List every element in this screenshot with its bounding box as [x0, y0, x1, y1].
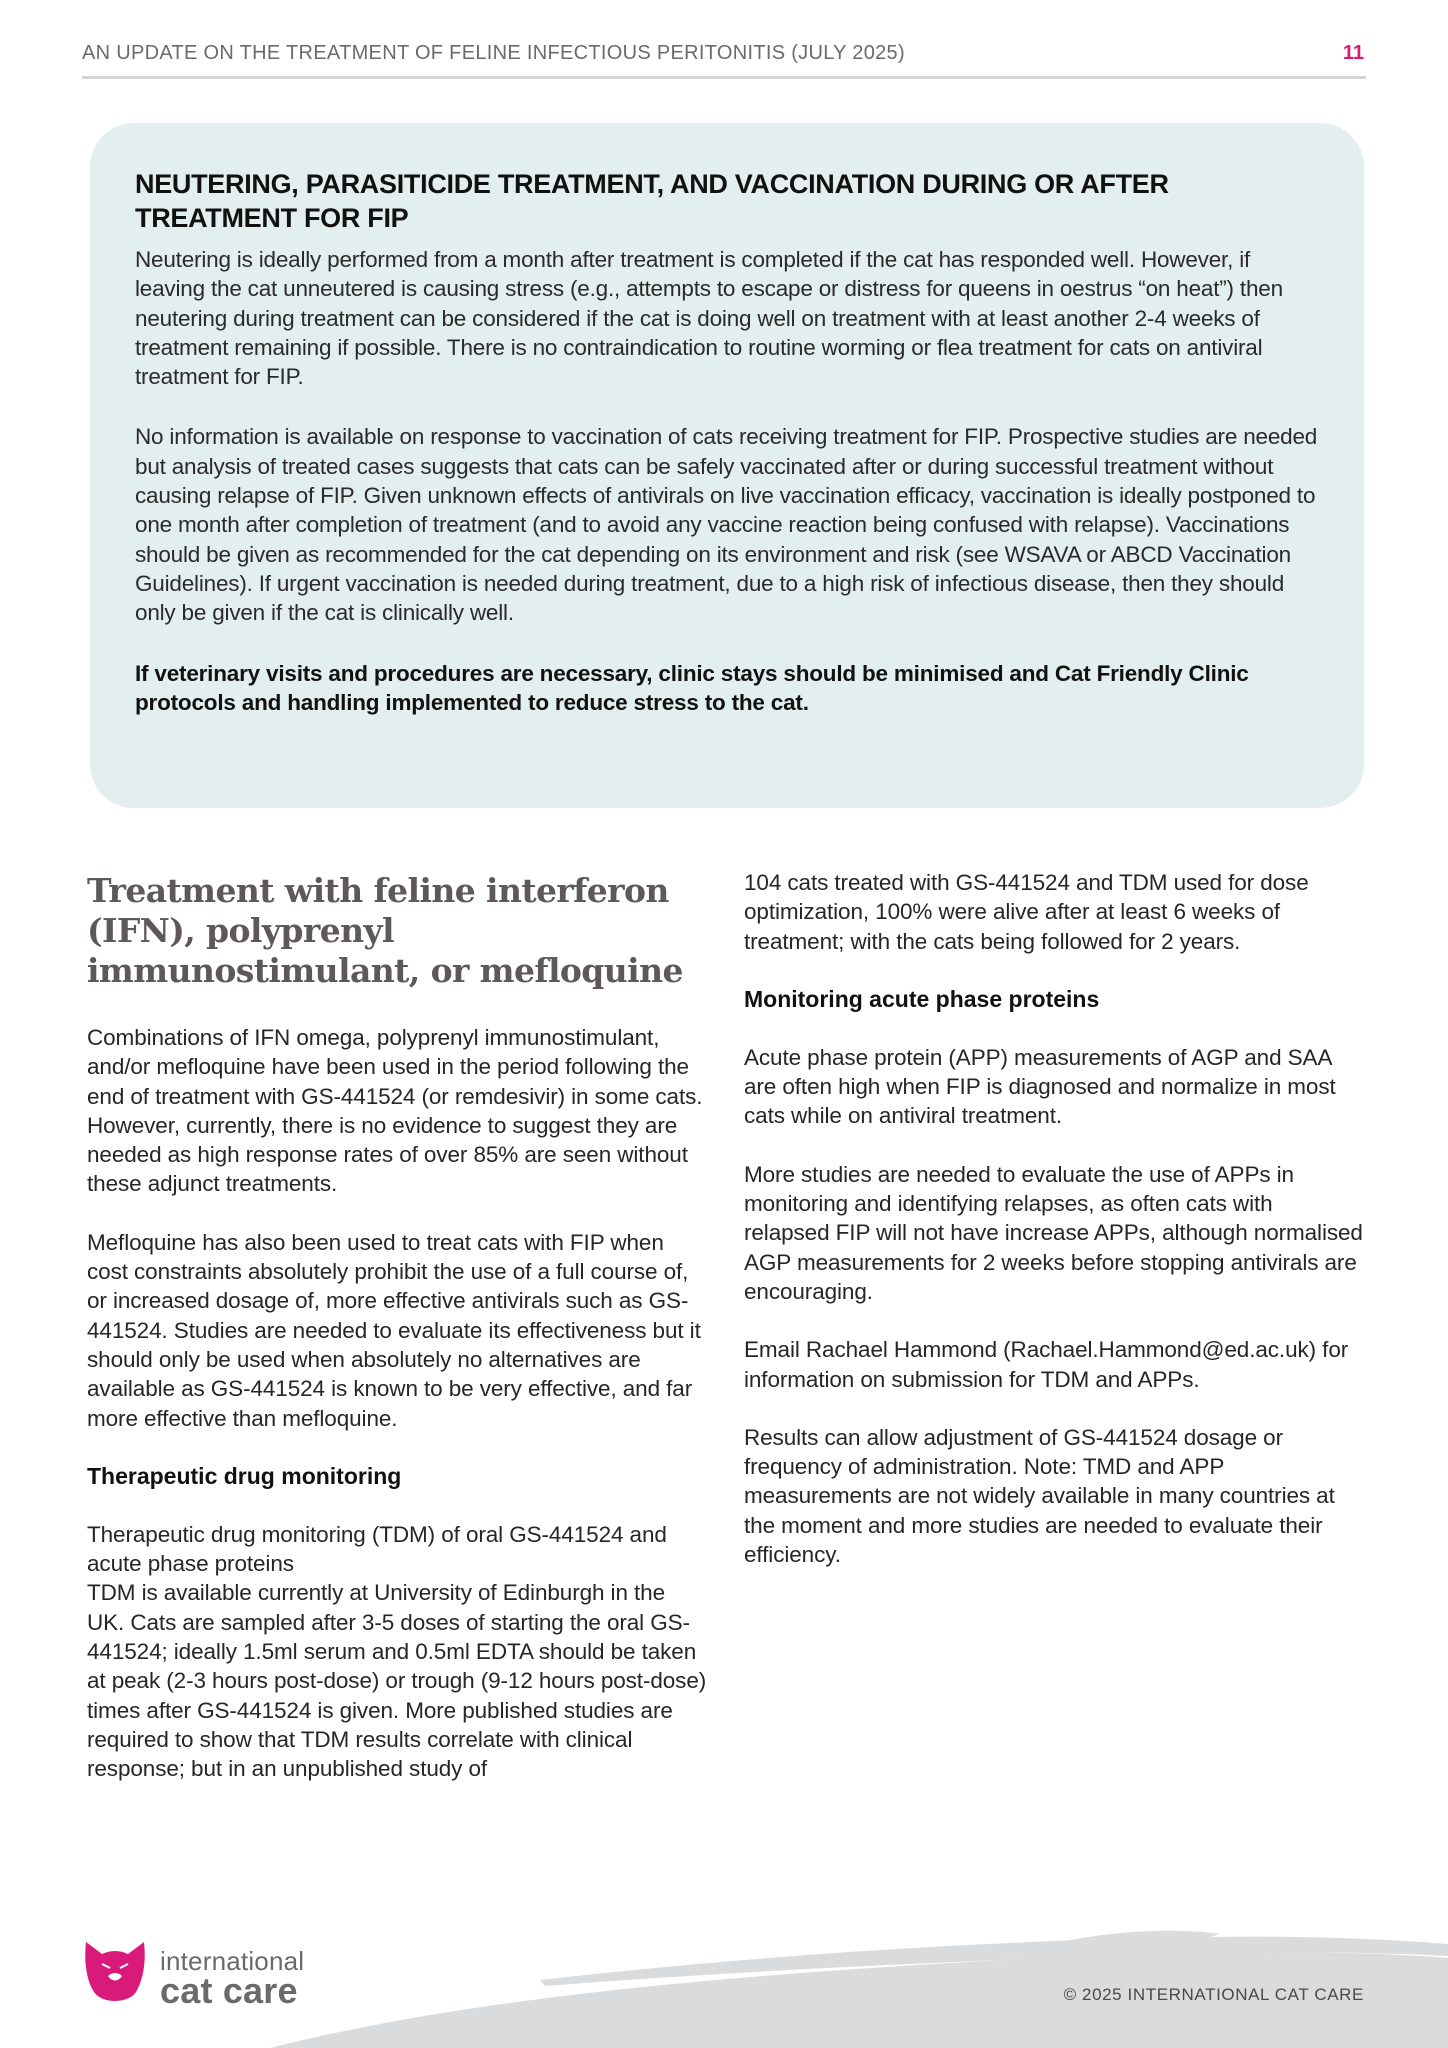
logo-text-line2: cat care	[160, 1970, 298, 2011]
continuation-paragraph: 104 cats treated with GS-441524 and TDM used for dose optimization, 100% were alive after at least 6 weeks of treatment; with the cats being followed for 2 years.	[744, 870, 1309, 954]
document-title: AN UPDATE ON THE TREATMENT OF FELINE INFECTIOUS PERITONITIS (JULY 2025)	[82, 42, 905, 64]
subheading-tdm: Therapeutic drug monitoring	[87, 1462, 402, 1489]
tdm-body: TDM is available currently at University of Edinburgh in the UK. Cats are sampled after 3-5 doses of starting the oral GS-441524; ideally 1.5ml serum and 0.5ml EDTA should be taken at peak (2-3 hours post-dose) or trough (9-12 hours post-dose) times after GS-441524 is given. More published studies are required to show that TDM results correlate with clinical response; but in an unpublished study of	[87, 1580, 707, 1782]
callout-paragraph: No information is available on response to vaccination of cats receiving treatment for FIP. Prospective studies are needed but analysis of treated cases suggests that cats can be safely vaccinated after or during successful treatment without causing relapse of FIP. Given unknown effects of antivirals on live vaccination efficacy, vaccination is ideally postponed to one month after completion of treatment (and to avoid any vaccine reaction being confused with relapse). Vaccinations should be given as recommended for the cat depending on its environment and risk (see WSAVA or ABCD Vaccination Guidelines). If urgent vaccination is needed during treatment, due to a high risk of infectious disease, then they should only be given if the cat is clinically well.	[135, 424, 1318, 626]
callout-title: NEUTERING, PARASITICIDE TREATMENT, AND VACCINATION DURING OR AFTER TREATMENT FOR FIP	[135, 169, 1169, 233]
tdm-intro: Therapeutic drug monitoring (TDM) of oral GS-441524 and acute phase proteins	[87, 1521, 667, 1577]
page-header	[82, 40, 1366, 79]
contact-paragraph: Email Rachael Hammond (Rachael.Hammond@ed.ac.uk) for information on submission for TDM and APPs.	[744, 1337, 1349, 1392]
callout-paragraph: Neutering is ideally performed from a month after treatment is completed if the cat has responded well. However, if leaving the cat unneutered is causing stress (e.g., attempts to escape or distress for queens in oestrus “on heat”) then neutering during treatment can be considered if the cat is doing well on treatment with at least another 2-4 weeks of treatment remaining if possible. There is no contraindication to routine worming or flea treatment for cats on antiviral treatment for FIP.	[135, 247, 1283, 390]
left-column	[87, 868, 707, 1813]
body-paragraph: Results can allow adjustment of GS-441524 dosage or frequency of administration. Note: TMD and APP measurements are not widely available in many countries at the moment and more studies are needed to evaluate their efficiency.	[744, 1424, 1335, 1568]
page-number: 11	[1342, 42, 1364, 64]
body-paragraph: Combinations of IFN omega, polyprenyl immunostimulant, and/or mefloquine have been used in the period following the end of treatment with GS-441524 (or remdesivir) in some cats. However, currently, there is no evidence to suggest they are needed as high response rates of over 85% are seen without these adjunct treatments.	[87, 1025, 703, 1197]
organization-logo	[80, 1938, 320, 2012]
right-column	[744, 868, 1364, 1598]
copyright-notice: © 2025 INTERNATIONAL CAT CARE	[1063, 1985, 1364, 2004]
cat-head-icon	[82, 1938, 148, 2008]
logo-text-line1: international	[160, 1946, 305, 1976]
body-paragraph: More studies are needed to evaluate the use of APPs in monitoring and identifying relapses, as often cats with relapsed FIP will not have increase APPs, although normalised AGP measurements for 2 weeks before stopping antivirals are encouraging.	[744, 1161, 1363, 1304]
callout-bold-note: If veterinary visits and procedures are necessary, clinic stays should be minimised and Cat Friendly Clinic protocols and handling implemented to reduce stress to the cat.	[135, 660, 1249, 715]
body-paragraph: Acute phase protein (APP) measurements of AGP and SAA are often high when FIP is diagnosed and normalize in most cats while on antiviral treatment.	[744, 1044, 1336, 1129]
section-title: Treatment with feline interferon (IFN), polyprenyl immunostimulant, or mefloquine	[87, 871, 683, 990]
subheading-app: Monitoring acute phase proteins	[744, 985, 1100, 1012]
callout-box	[90, 123, 1364, 808]
body-paragraph: Mefloquine has also been used to treat cats with FIP when cost constraints absolutely prohibit the use of a full course of, or increased dosage of, more effective antivirals such as GS-441524. Studies are needed to evaluate its effectiveness but it should only be used when absolutely no alternatives are available as GS-441524 is known to be very effective, and far more effective than mefloquine.	[87, 1229, 701, 1431]
